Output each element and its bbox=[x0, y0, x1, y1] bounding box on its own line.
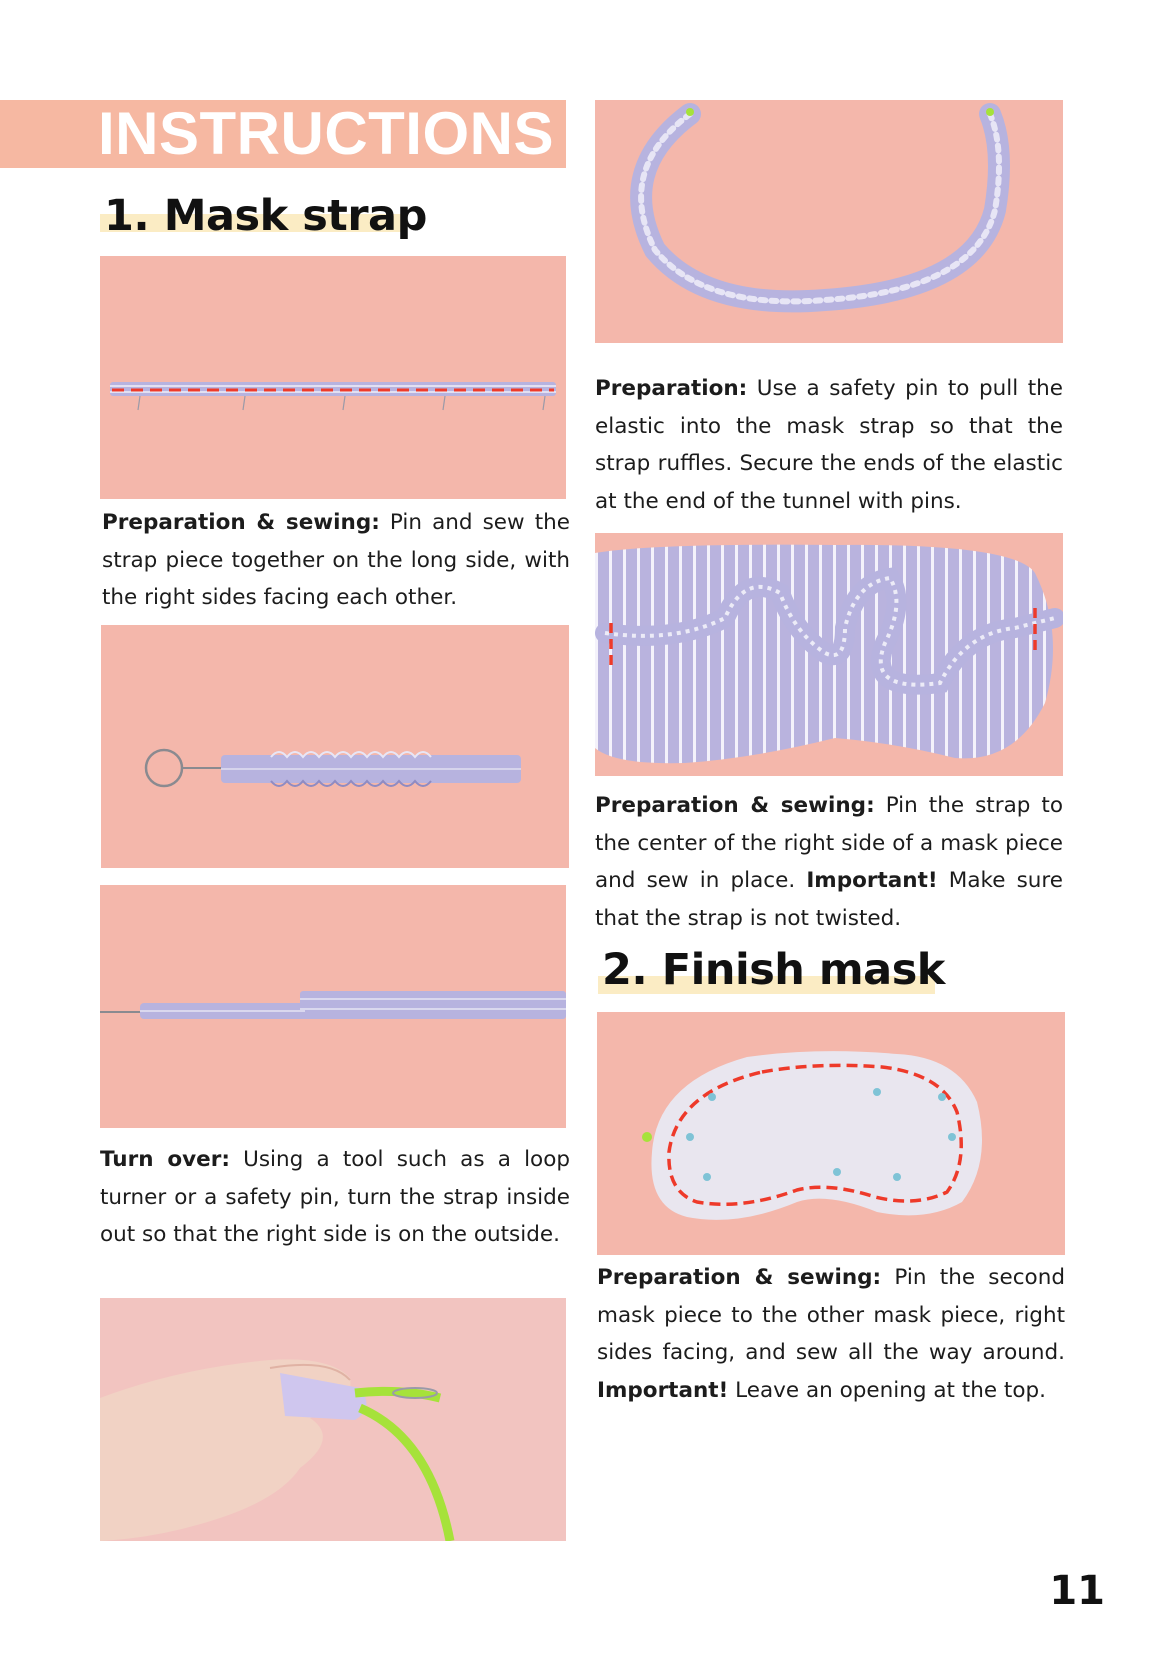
section-heading-finish-mask: 2. Finish mask bbox=[602, 945, 945, 995]
step-body: Pin the second mask piece to the other mask piece, right sides facing, and sew all the way around. bbox=[597, 1265, 1065, 1365]
step-label: Preparation: bbox=[595, 376, 748, 401]
photo-ruffled-strap bbox=[595, 100, 1063, 343]
step-body: Use a safety pin to pull the elastic into the mask strap so that the strap ruffles. Secure the ends of the elastic at the end of the tunnel with pins. bbox=[595, 376, 1063, 514]
step-label: Turn over: bbox=[100, 1147, 230, 1172]
important-label: Important! bbox=[806, 868, 938, 893]
step-elastic-text bbox=[595, 370, 1063, 520]
photo-elastic-pull bbox=[100, 1298, 566, 1541]
step-body: Pin the strap to the center of the right side of a mask piece and sew in place. bbox=[595, 793, 1063, 893]
photo-strap-turning bbox=[100, 885, 566, 1128]
step-body-after: Make sure that the strap is not twisted. bbox=[595, 868, 1063, 931]
step-label: Preparation & sewing: bbox=[595, 793, 875, 818]
page-number: 11 bbox=[1049, 1568, 1105, 1614]
photo-mask-sewn bbox=[597, 1012, 1065, 1255]
photo-strap-on-mask bbox=[595, 533, 1063, 776]
step-label: Preparation & sewing: bbox=[102, 510, 380, 535]
photo-loop-turner bbox=[101, 625, 569, 868]
important-label: Important! bbox=[597, 1377, 729, 1403]
step-body: Using a tool such as a loop turner or a safety pin, turn the strap inside out so that the right side is on the outside. bbox=[100, 1147, 570, 1247]
step-body-after: Leave an opening at the top. bbox=[728, 1377, 1046, 1403]
section-heading-mask-strap: 1. Mask strap bbox=[104, 191, 427, 241]
step-turn-over-text bbox=[100, 1141, 570, 1254]
page-title: INSTRUCTIONS bbox=[98, 100, 554, 167]
step-sew-strap-text bbox=[102, 504, 570, 617]
step-sew-around-text bbox=[597, 1259, 1065, 1409]
photo-strap-sewn bbox=[100, 256, 566, 499]
step-label: Preparation & sewing: bbox=[597, 1265, 882, 1290]
step-body: Pin and sew the strap piece together on the long side, with the right sides facing each other. bbox=[102, 510, 570, 610]
step-pin-strap-text bbox=[595, 787, 1063, 937]
